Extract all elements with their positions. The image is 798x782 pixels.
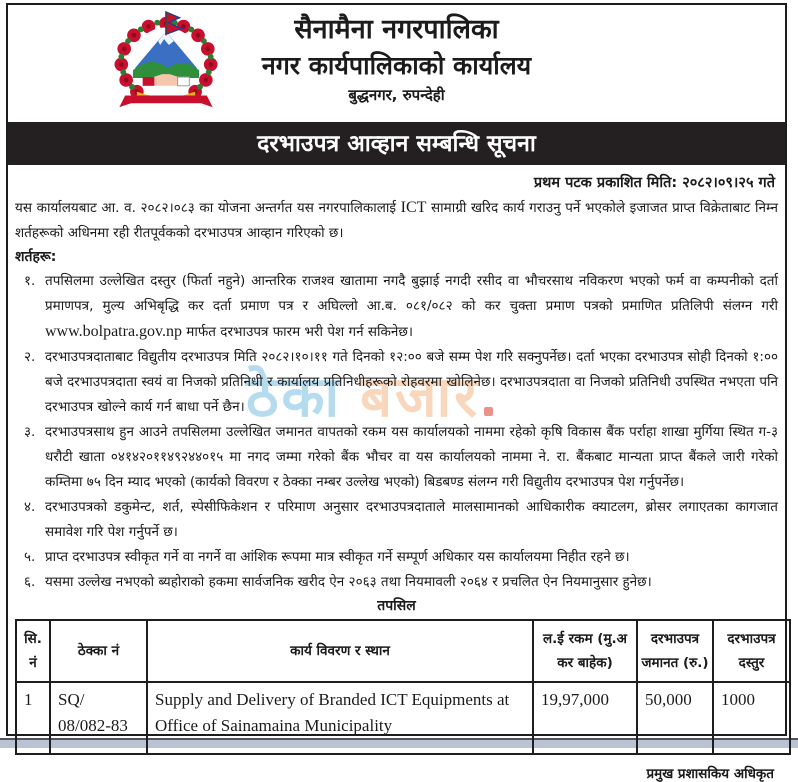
intro-text-post: सामाग्री खरिद कार्य गराउनु पर्ने भएकोले इजाजत प्राप्त विक्रेताबाट निम्न शर्तहरूको अधिनमा रही रीतपूर्वकको दरभाउपत्र आव्हान गरिएको छ। <box>15 200 778 241</box>
signature-title: प्रमुख प्रशासकिय अधिकृत <box>646 766 774 782</box>
header-tender-fee: दरभाउपत्र दस्तुर <box>713 620 790 682</box>
term-text <box>45 269 778 345</box>
cell-contract-no <box>50 682 147 754</box>
header-estimated-amount: ल.ई रकम (मु.अ कर बाहेक) <box>533 620 637 682</box>
office-address: बुद्धनगर, रुपन्देही <box>348 86 445 104</box>
cell-tender-fee: 1000 <box>713 682 790 754</box>
bolpatra-url: www.bolpatra.gov.np <box>45 323 183 340</box>
term-text: प्राप्त दरभाउपत्र स्वीकृत गर्ने वा नगर्ने वा आंशिक रूपमा मात्र स्वीकृत गर्ने सम्पूर्ण अधिकार यस कार्यालयमा निहीत रहने छ। <box>45 549 630 565</box>
intro-ict: ICT <box>400 199 427 216</box>
contract-line-1: SQ/ <box>58 690 85 709</box>
published-date: प्रथम पटक प्रकाशित मिति: २०८२।०९।२५ गते <box>533 175 775 191</box>
table-header-row <box>16 620 790 682</box>
notice-page <box>6 3 787 782</box>
term-number: १. <box>24 273 36 289</box>
watermark-word-2: बजार <box>360 365 480 430</box>
header-contract-no: ठेक्का नं <box>50 620 147 682</box>
schedule-heading: तपसिल <box>377 598 416 614</box>
term-number: ३. <box>24 424 36 440</box>
term-item-4 <box>15 495 778 545</box>
contract-line-2: 08/082-83 <box>58 716 128 735</box>
table-row <box>16 682 790 754</box>
term-number: २. <box>24 349 36 365</box>
cell-work-description: Supply and Delivery of Branded ICT Equipments at Office of Sainamaina Municipality <box>147 682 533 754</box>
municipality-emblem-icon <box>106 10 226 113</box>
header-sn: सि. नं <box>16 620 50 682</box>
term-item-1 <box>15 269 778 345</box>
cell-estimated-amount: 19,97,000 <box>533 682 637 754</box>
term-item-3 <box>15 420 778 495</box>
intro-paragraph <box>15 195 778 246</box>
municipality-name: सैनामैना नगरपालिका <box>294 14 499 45</box>
term-1-post: मार्फत दरभाउपत्र फारम भरी पेश गर्न सकिनेछ। <box>182 324 413 340</box>
term-text: दरभाउपत्रदाताबाट विद्युतीय दरभाउपत्र मिति २०८२।१०।११ गते दिनको १२:०० बजे सम्म पेश गरि सक्नुपर्नेछ। दर्ता भएका दरभाउपत्र सोही दिनको १:०० बजे दरभाउपत्रदाता स्वयं वा निजको प्रतिनिधी र कार्यालय प्रतिनिधीहरूको रोहवरमा खोलिनेछ। दरभाउपत्रदाता वा निजको प्रतिनिधी उपस्थित नभएता पनि दरभाउपत्र खोल्ने कार्य गर्न बाधा पर्ने छैन। <box>45 349 778 415</box>
header-work-description: कार्य विवरण र स्थान <box>147 620 533 682</box>
term-item-2 <box>15 345 778 420</box>
terms-heading: शर्तहरू: <box>15 249 57 265</box>
tender-schedule-table <box>15 619 791 755</box>
header-tender-deposit: दरभाउपत्र जमानत (रु.) <box>637 620 713 682</box>
term-item-6 <box>15 570 778 595</box>
term-1-pre: तपसिलमा उल्लेखित दस्तुर (फिर्ता नहुने) आन्तरिक राजश्व खातामा नगदै बुझाई नगदी रसीद वा भौचरसाथ नविकरण भएको फर्म वा कम्पनीको दर्ता प्रमाणपत्र, मुल्य अभिबृद्धि कर दर्ता प्रमाण पत्र र अघिल्लो आ.ब. ०८१/०८२ को कर चुक्ता प्रमाण पत्रको प्रमाणित प्रतिलिपी संलग्न गरी <box>45 273 778 314</box>
term-text: दरभाउपत्रको डकुमेन्ट, शर्त, स्पेसीफिकेशन र परिमाण अनुसार दरभाउपत्रदाताले मालसामानको आधिकारीक क्याटलग, ब्रोसर लगाएतका कागजात समावेश गरि पेश गर्नुपर्ने छ। <box>45 499 778 540</box>
term-number: ४. <box>24 499 36 515</box>
term-number: ६. <box>24 574 36 590</box>
term-text: यसमा उल्लेख नभएको ब्यहोराको हकमा सार्वजनिक खरीद ऐन २०६३ तथा नियमावली २०६४ र प्रचलित ऐन नियमानुसार हुनेछ। <box>45 574 652 590</box>
term-number: ५. <box>24 549 36 565</box>
cell-sn: 1 <box>16 682 50 754</box>
watermark-word-1: ठेका <box>246 365 343 430</box>
notice-body <box>8 165 785 782</box>
office-name: नगर कार्यपालिकाको कार्यालय <box>261 51 532 80</box>
notice-title-banner: दरभाउपत्र आव्हान सम्बन्धि सूचना <box>8 122 785 165</box>
term-text: दरभाउपत्रसाथ हुन आउने तपसिलमा उल्लेखित जमानत वापतको रकम यस कार्यालयको नाममा रहेको कृषि विकास बैंक पर्राहा शाखा मुर्गिया स्थित ग-३ धरौटी खाता ०४१४२०११४९२४४०१५ मा नगद जम्मा गरेको बैंक भौचर वा यस कार्यालयको नाममा ने. रा. बैंकबाट मान्यता प्राप्त बैंकले जारी गरेको कम्तिमा ७५ दिन म्याद भएको (कार्यको विवरण र ठेक्का नम्बर उल्लेख भएको) बिडबण्ड संलग्न गरी विद्युतीय दरभाउपत्र पेश गर्नुपर्नेछ। <box>45 424 778 490</box>
intro-text-pre: यस कार्यालयबाट आ. व. २०८२।०८३ का योजना अन्तर्गत यस नगरपालिकालाई <box>15 200 401 216</box>
term-item-5 <box>15 545 778 570</box>
cell-tender-deposit: 50,000 <box>637 682 713 754</box>
letterhead <box>8 5 785 115</box>
